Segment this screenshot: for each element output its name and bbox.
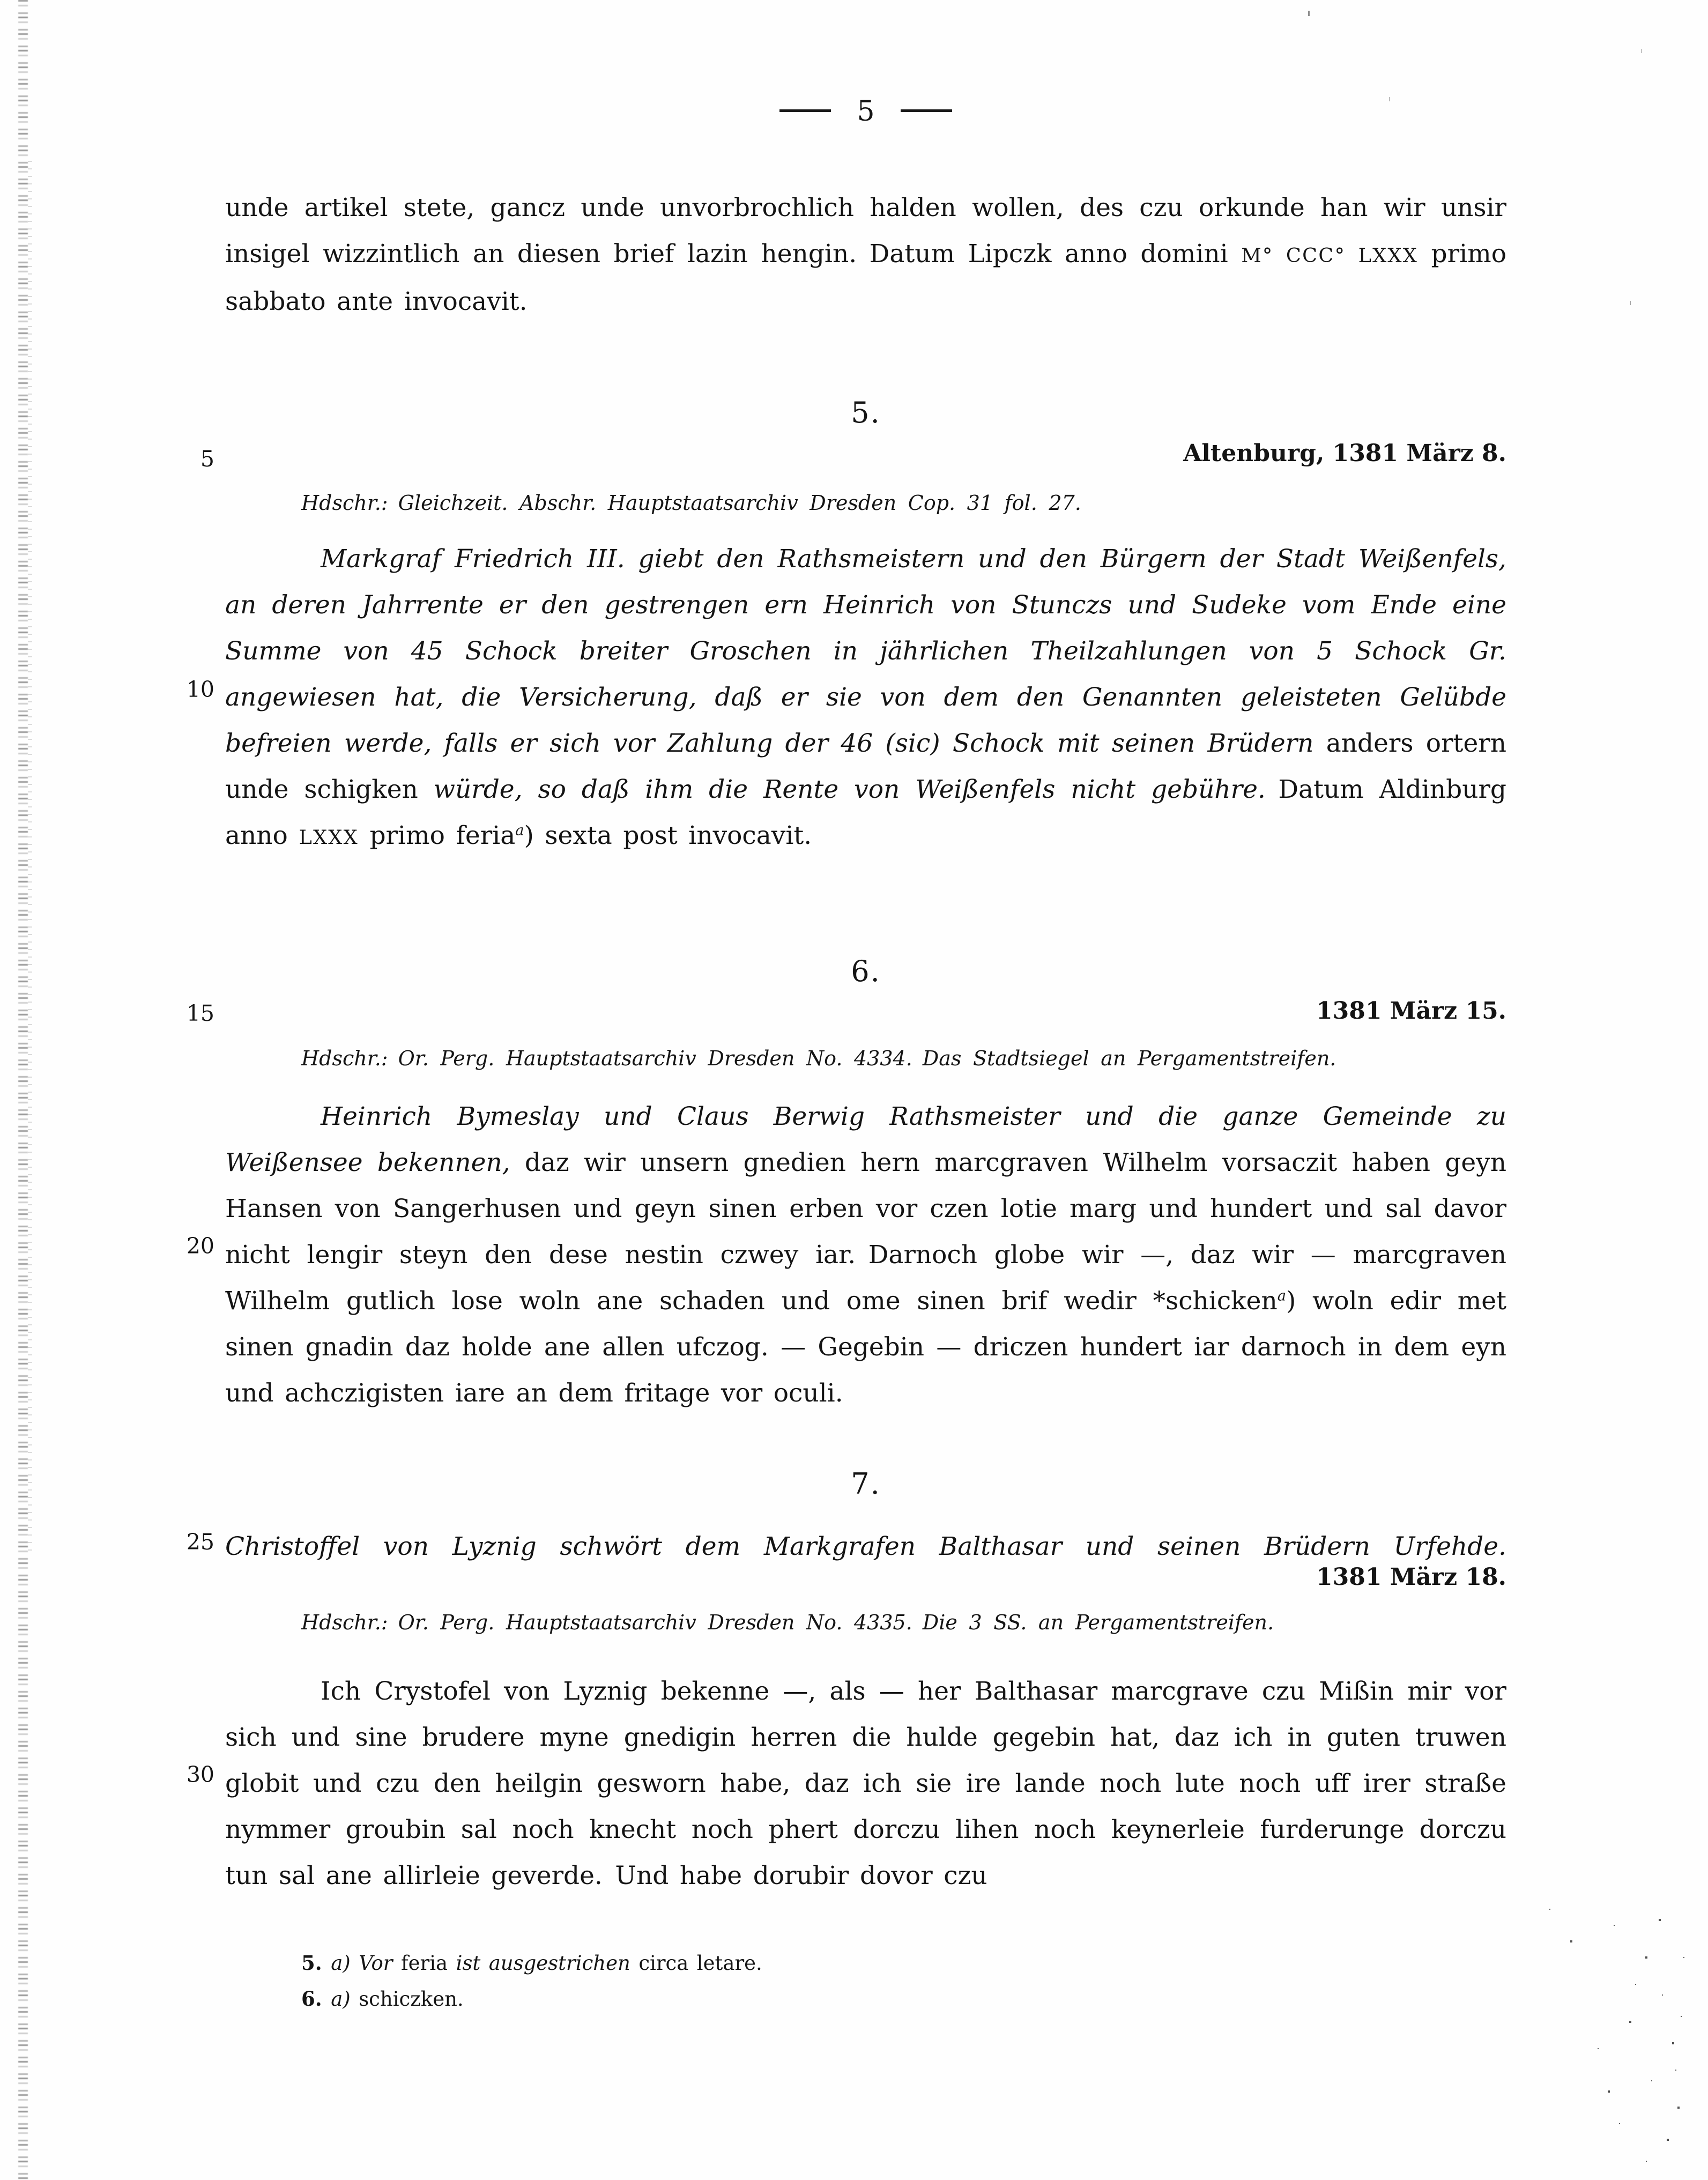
entry-6-text: Heinrich Bymeslay und Claus Berwig Rathsmeister und die ganze Gemeinde zu Weißensee bekennen, daz wir unsern gnedien hern marcgraven Wilhelm vorsaczit haben geyn Hansen von Sangerhusen und geyn sinen erben vor czen lotie marg und hundert und sal davor nicht lengir steyn den dese nestin czwey iar. Darnoch globe wir —, daz wir — marcgraven Wilhelm gutlich lose woln ane schaden und ome sinen brif wedir *schicken$^a$) woln edir met sinen gnadin daz holde ane allen ufczog. — Gegebin — driczen hundert iar darnoch in dem eyn und achczigisten iare an dem fritage vor oculi. — [225, 1102, 1506, 1408]
entry-7-number: 7. — [851, 1467, 881, 1501]
entry-5-date: Altenburg, 1381 März 8. — [1183, 440, 1506, 467]
entry-7-source: Hdschr.: Or. Perg. Hauptstaatsarchiv Dresden No. 4335. Die 3 SS. an Pergamentstreifen. — [301, 1611, 1274, 1634]
margin-line-number-25: 25 — [186, 1529, 214, 1555]
header-rule-right — [901, 109, 952, 112]
entry-5-source: Hdschr.: Gleichzeit. Abschr. Hauptstaatsarchiv Dresden Cop. 31 fol. 27. — [301, 491, 1081, 515]
entry-5-number: 5. — [851, 396, 881, 429]
page-header — [225, 95, 1506, 128]
margin-line-number-15: 15 — [186, 1000, 214, 1026]
entry-6-date: 1381 März 15. — [1316, 997, 1506, 1025]
page-number: 5 — [857, 95, 875, 128]
margin-line-number-20: 20 — [186, 1233, 214, 1259]
margin-line-number-10: 10 — [186, 677, 214, 702]
continuation-paragraph: unde artikel stete, gancz unde unvorbrochlich halden wollen, des czu orkunde han wir unsir insigel wizzintlich an diesen brief lazin hengin. Datum Lipczk anno domini M° CCC° LXXX primo sabbato ante invocavit. — [225, 193, 1506, 316]
scan-noise-left-gutter — [18, 0, 28, 2180]
entry-7-text: Ich Crystofel von Lyznig bekenne —, als — her Balthasar marcgrave czu Mißin mir vor sich und sine brudere myne gnedigin herren die hulde gegebin hat, daz ich in guten truwen globit und czu den heilgin gesworn habe, daz ich sie ire lande noch lute noch uff irer straße nymmer groubin sal noch knecht noch phert dorczu lihen noch keynerleie furderunge dorczu tun sal ane allirleie geverde. Und habe dorubir dovor czu — [225, 1677, 1506, 1890]
entry-7-date: 1381 März 18. — [1316, 1563, 1506, 1591]
footnote-entry-5a: 5. a) Vor feria ist ausgestrichen circa letare. — [301, 1951, 762, 1975]
entry-6-number: 6. — [851, 954, 881, 988]
footnotes — [301, 1945, 1506, 2017]
footnote-entry-6a: 6. a) schiczken. — [301, 1987, 464, 2011]
margin-line-number-5: 5 — [200, 446, 214, 472]
margin-line-number-30: 30 — [186, 1762, 214, 1788]
scan-noise-bottom-right — [1549, 1909, 1550, 1910]
scan-noise-left-gutter-soft — [28, 161, 32, 1555]
entry-6-source: Hdschr.: Or. Perg. Hauptstaatsarchiv Dresden No. 4334. Das Stadtsiegel an Pergamentstreifen. — [301, 1047, 1336, 1070]
header-rule-left — [779, 109, 831, 112]
scan-noise-top-right — [1308, 11, 1310, 16]
entry-7-heading: Christoffel von Lyznig schwört dem Markgrafen Balthasar und seinen Brüdern Urfehde. — [225, 1532, 1506, 1561]
entry-5-regest: Markgraf Friedrich III. giebt den Rathsmeistern und den Bürgern der Stadt Weißenfels, an deren Jahrrente er den gestrengen ern Heinrich von Stunczs und Sudeke vom Ende eine Summe von 45 Schock breiter Groschen in jährlichen Theilzahlungen von 5 Schock Gr. angewiesen hat, die Versicherung, daß er sie von dem den Genannten geleisteten Gelübde befreien werde, falls er sich vor Zahlung der 46 (sic) Schock mit seinen Brüdern anders ortern unde schigken würde, so daß ihm die Rente von Weißenfels nicht gebühre. Datum Aldinburg anno LXXX primo feria$^a$) sexta post invocavit. — [225, 544, 1507, 850]
